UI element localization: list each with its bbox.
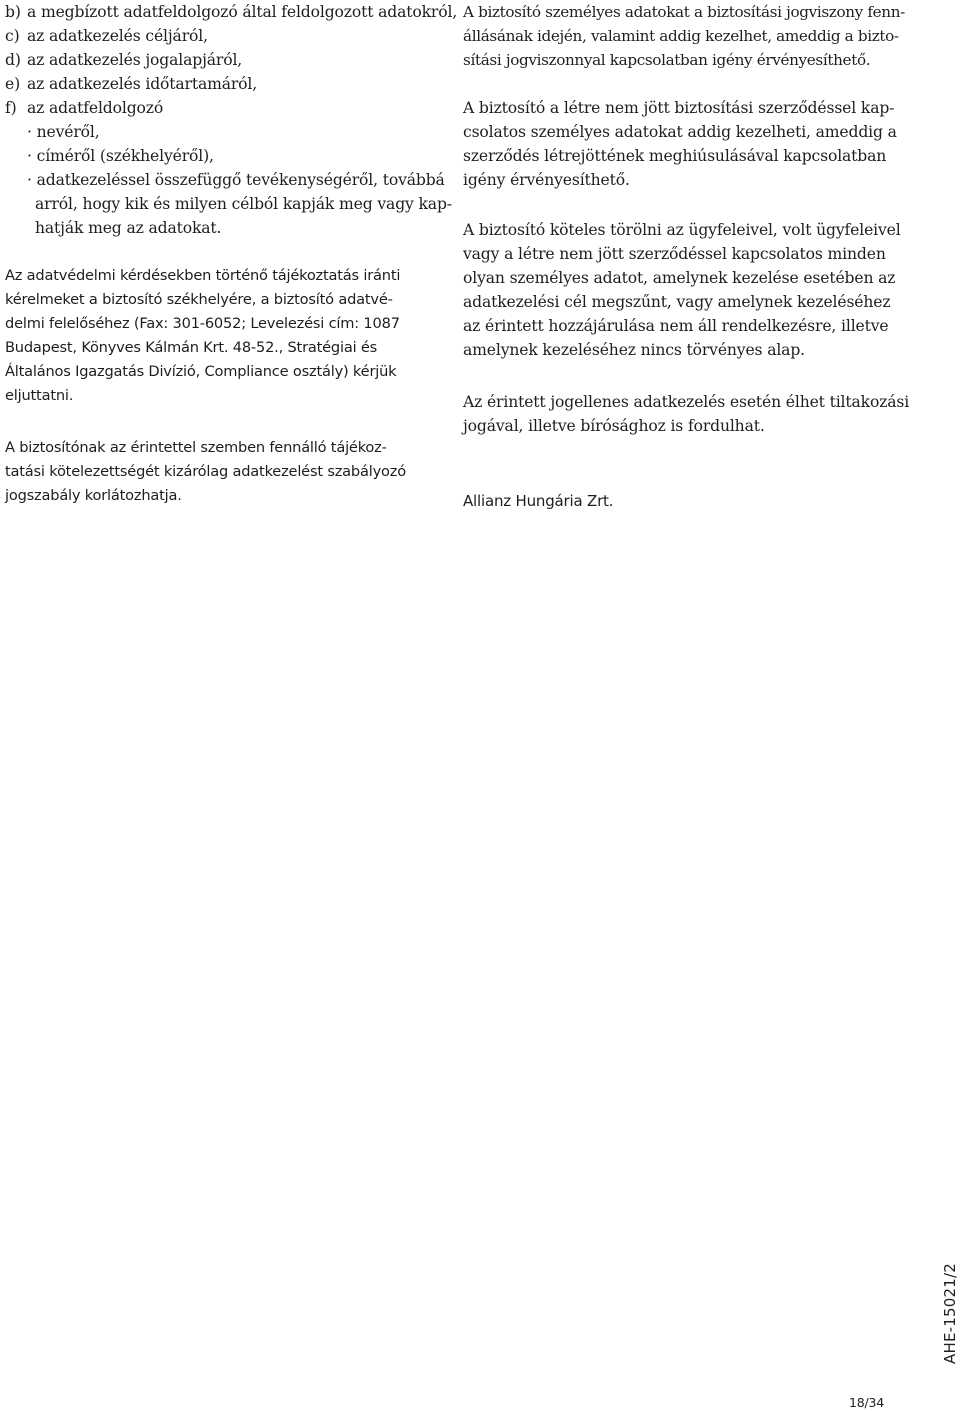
paragraph-line: szerződés létrejöttének meghiúsulásával kapcsolatban [463, 147, 887, 165]
paragraph-line: tatási kötelezettségét kizárólag adatkezelést szabályozó [5, 463, 406, 480]
paragraph-line: vagy a létre nem jött szerződéssel kapcsolatos minden [463, 245, 886, 263]
paragraph-line: kérelmeket a biztosító székhelyére, a biztosító adatvé- [5, 291, 393, 308]
page-number: 18/34 [849, 1395, 885, 1410]
list-item [5, 96, 163, 120]
company-signature: Allianz Hungária Zrt. [463, 492, 614, 510]
paragraph-line: eljuttatni. [5, 387, 74, 404]
list-item-text: a megbízott adatfeldolgozó által feldolgozott adatokról, [27, 3, 458, 21]
paragraph-line: A biztosítónak az érintettel szemben fennálló tájékoz- [5, 439, 387, 456]
paragraph-line: sítási jogviszonnyal kapcsolatban igény érvényesíthető. [463, 51, 871, 69]
paragraph-line: A biztosító köteles törölni az ügyfeleivel, volt ügyfeleivel [463, 221, 901, 239]
paragraph-line: A biztosító a létre nem jött biztosítási szerződéssel kap- [463, 99, 895, 117]
paragraph-line: amelynek kezeléséhez nincs törvényes alap. [463, 341, 805, 359]
list-item [5, 48, 242, 72]
paragraph-line: jogszabály korlátozhatja. [5, 487, 182, 504]
list-item-text: az adatkezelés céljáról, [27, 27, 208, 45]
list-item [5, 24, 208, 48]
paragraph-line: olyan személyes adatot, amelynek kezelése esetében az [463, 269, 896, 287]
list-marker: f) [5, 99, 17, 117]
paragraph-line: csolatos személyes adatokat addig kezelheti, ameddig a [463, 123, 897, 141]
sublist-item-continuation: arról, hogy kik és milyen célból kapják meg vagy kap- [35, 195, 452, 213]
list-item [5, 0, 457, 24]
paragraph-line: Általános Igazgatás Divízió, Compliance osztály) kérjük [5, 363, 397, 380]
sublist-item: · adatkezeléssel összefüggő tevékenységéről, továbbá [27, 171, 445, 189]
paragraph-line: Budapest, Könyves Kálmán Krt. 48-52., Stratégiai és [5, 339, 378, 356]
list-item-text: az adatkezelés időtartamáról, [27, 75, 258, 93]
paragraph-line: Az érintett jogellenes adatkezelés esetén élhet tiltakozási [463, 393, 910, 411]
list-item [5, 72, 257, 96]
paragraph-line: igény érvényesíthető. [463, 171, 630, 189]
list-item-text: az adatkezelés jogalapjáról, [27, 51, 243, 69]
list-marker: b) [5, 3, 21, 21]
paragraph-line: delmi felelőséhez (Fax: 301-6052; Levelezési cím: 1087 [5, 315, 400, 332]
list-marker: c) [5, 27, 20, 45]
sublist-item: · nevéről, [27, 123, 100, 141]
paragraph-line: Az adatvédelmi kérdésekben történő tájékoztatás iránti [5, 267, 401, 284]
list-marker: d) [5, 51, 21, 69]
sublist-item-continuation: hatják meg az adatokat. [35, 219, 222, 237]
paragraph-line: az érintett hozzájárulása nem áll rendelkezésre, illetve [463, 317, 889, 335]
document-code: AHE-15021/2 [941, 1263, 959, 1364]
list-marker: e) [5, 75, 21, 93]
paragraph-line: állásának idején, valamint addig kezelhet, ameddig a bizto- [463, 27, 899, 45]
paragraph-line: jogával, illetve bírósághoz is fordulhat. [463, 417, 765, 435]
paragraph-line: adatkezelési cél megszűnt, vagy amelynek kezeléséhez [463, 293, 891, 311]
sublist-item: · címéről (székhelyéről), [27, 147, 214, 165]
list-item-text: az adatfeldolgozó [27, 99, 164, 117]
paragraph-line: A biztosító személyes adatokat a biztosítási jogviszony fenn- [463, 3, 905, 21]
